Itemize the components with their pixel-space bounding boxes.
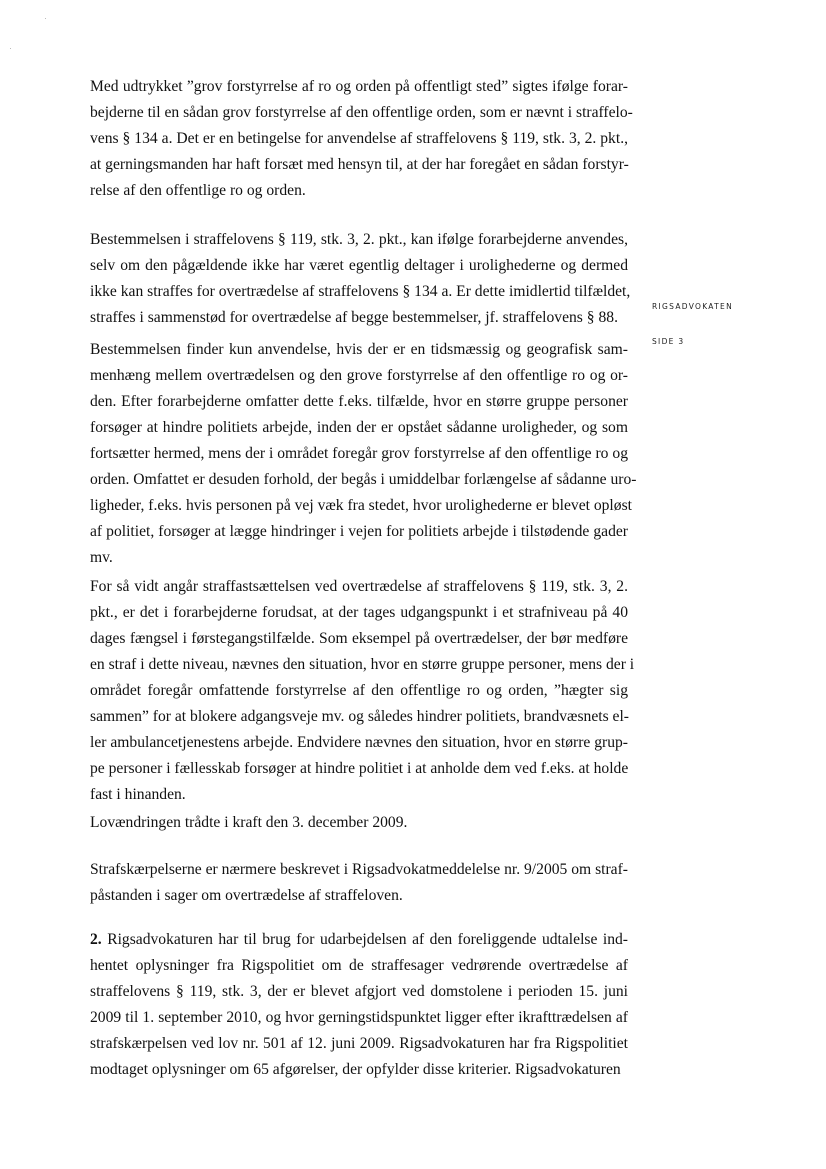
text-line: vens § 134 a. Det er en betingelse for anvendelse af straffelovens § 119, stk. 3, 2. pkt.,: [90, 130, 628, 147]
margin-organization: RIGSADVOKATEN: [652, 302, 733, 311]
text-line: pkt., er det i forarbejderne forudsat, at der tages udgangspunkt i et strafniveau på 40: [90, 604, 628, 621]
paragraph: [90, 927, 628, 1083]
text-line: forsøger at hindre politiets arbejde, inden der er opstået sådanne uroligheder, og som: [90, 419, 628, 436]
text-line: selv om den pågældende ikke har været egentlig deltager i urolighederne og dermed: [90, 257, 628, 274]
text-line: fortsætter hermed, mens der i området foregår grov forstyrrelse af den offentlige ro og: [90, 445, 628, 462]
text-line: fast i hinanden.: [90, 786, 186, 803]
paragraph: [90, 857, 628, 909]
text-line: menhæng mellem overtrædelsen og den grove forstyrrelse af den offentlige ro og or-: [90, 367, 628, 384]
text-line: For så vidt angår straffastsættelsen ved overtrædelse af straffelovens § 119, stk. 3, 2.: [90, 578, 628, 595]
text-line: straffelovens § 119, stk. 3, der er blevet afgjort ved domstolene i perioden 15. juni: [90, 983, 628, 1000]
text-line: Strafskærpelserne er nærmere beskrevet i Rigsadvokatmeddelelse nr. 9/2005 om straf-: [90, 861, 628, 878]
text-line: påstanden i sager om overtrædelse af straffeloven.: [90, 887, 403, 904]
text-line: [90, 927, 628, 953]
text-line: ler ambulancetjenestens arbejde. Endvidere nævnes den situation, hvor en større grup-: [90, 734, 628, 751]
text-line: relse af den offentlige ro og orden.: [90, 182, 306, 199]
text-line: pe personer i fællesskab forsøger at hindre politiet i at anholde dem ved f.eks. at holde: [90, 760, 629, 777]
text-line: Bestemmelsen i straffelovens § 119, stk. 3, 2. pkt., kan ifølge forarbejderne anvendes,: [90, 231, 628, 248]
text-line: strafskærpelsen ved lov nr. 501 af 12. juni 2009. Rigsadvokaturen har fra Rigspolitiet: [90, 1035, 628, 1052]
text-line: at gerningsmanden har haft forsæt med hensyn til, at der har foregået en sådan forstyr-: [90, 156, 629, 173]
text-line: orden. Omfattet er desuden forhold, der begås i umiddelbar forlængelse af sådanne uro-: [90, 471, 637, 488]
text-line: ligheder, f.eks. hvis personen på vej væk fra stedet, hvor urolighederne er blevet opløst: [90, 497, 632, 514]
paragraph: [90, 574, 635, 808]
text-line: hentet oplysninger fra Rigspolitiet om de straffesager vedrørende overtrædelse af: [90, 957, 628, 974]
scan-speck: [10, 48, 11, 49]
margin-page-number: SIDE 3: [652, 337, 685, 346]
text-line: området foregår omfattende forstyrrelse af den offentlige ro og orden, ”hægter sig: [90, 682, 628, 699]
text-line: ikke kan straffes for overtrædelse af straffelovens § 134 a. Er dette imidlertid tilfældet,: [90, 283, 631, 300]
text-line: sammen” for at blokere adgangsveje mv. og således hindrer politiets, brandvæsnets el-: [90, 708, 629, 725]
text-line: 2009 til 1. september 2010, og hvor gerningstidspunktet ligger efter ikrafttrædelsen af: [90, 1009, 628, 1026]
text-line: en straf i dette niveau, nævnes den situation, hvor en større gruppe personer, mens der i: [90, 656, 635, 673]
text-line: straffes i sammenstød for overtrædelse af begge bestemmelser, jf. straffelovens § 88.: [90, 309, 618, 326]
section-number: 2.: [90, 931, 102, 948]
text-line: Lovændringen trådte i kraft den 3. december 2009.: [90, 814, 408, 831]
text-line: dages fængsel i førstegangstilfælde. Som eksempel på overtrædelser, der bør medføre: [90, 630, 628, 647]
paragraph: [90, 74, 633, 204]
scan-speck: [45, 18, 46, 19]
paragraph: [90, 227, 631, 331]
paragraph: [90, 810, 628, 836]
text-line: bejderne til en sådan grov forstyrrelse af den offentlige orden, som er nævnt i straffelo-: [90, 104, 633, 121]
text-line: af politiet, forsøger at lægge hindringer i vejen for politiets arbejde i tilstødende gader: [90, 523, 628, 540]
text-line: Med udtrykket ”grov forstyrrelse af ro og orden på offentligt sted” sigtes ifølge forar-: [90, 78, 628, 95]
text-line: mv.: [90, 549, 113, 566]
text-line: Bestemmelsen finder kun anvendelse, hvis der er en tidsmæssig og geografisk sam-: [90, 341, 628, 358]
text-line-content: Rigsadvokaturen har til brug for udarbejdelsen af den foreliggende udtalelse ind-: [101, 931, 628, 948]
text-line: den. Efter forarbejderne omfatter dette f.eks. tilfælde, hvor en større gruppe personer: [90, 393, 628, 410]
paragraph: [90, 337, 637, 571]
text-line: modtaget oplysninger om 65 afgørelser, der opfylder disse kriterier. Rigsadvokaturen: [90, 1061, 621, 1078]
